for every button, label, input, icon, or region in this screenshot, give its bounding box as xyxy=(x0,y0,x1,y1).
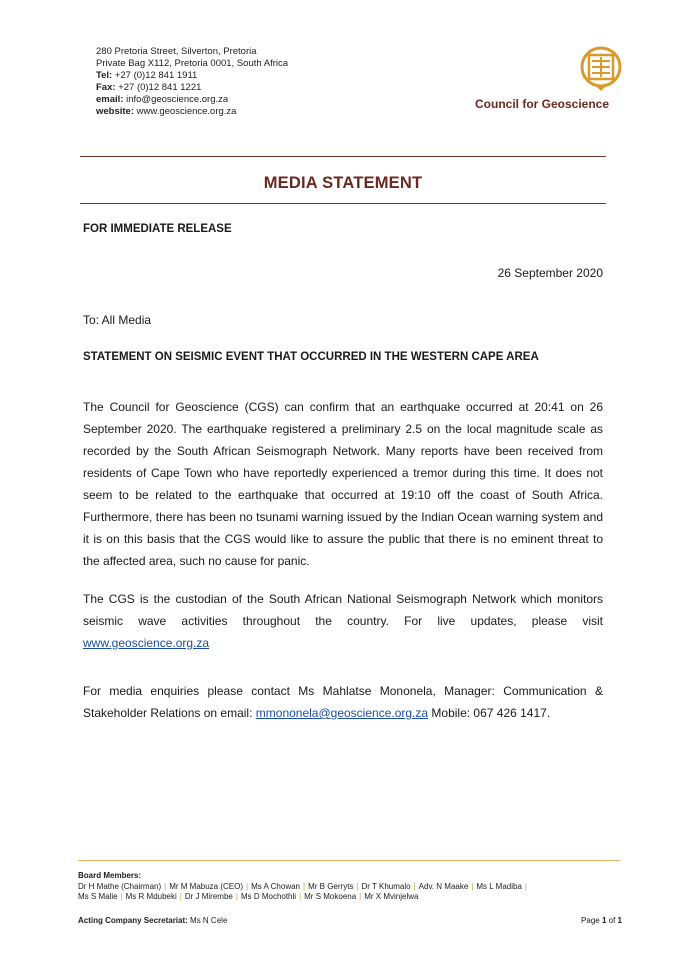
footer-divider xyxy=(78,860,620,861)
board-member: Ms D Mochothli xyxy=(240,892,297,901)
separator: | xyxy=(246,881,249,891)
board-member: Dr H Mathe (Chairman) xyxy=(78,881,162,891)
address-line-1: 280 Pretoria Street, Silverton, Pretoria xyxy=(96,46,257,57)
secretariat-label: Acting Company Secretariat: xyxy=(78,916,188,925)
separator: | xyxy=(120,892,123,901)
header-divider-top xyxy=(80,156,606,157)
page-number: Page 1 of 1 xyxy=(581,916,622,925)
secretariat-name: Ms N Cele xyxy=(190,916,228,925)
body-paragraph-3 xyxy=(83,680,603,724)
board-members-row-1 xyxy=(78,882,623,893)
release-label: FOR IMMEDIATE RELEASE xyxy=(83,223,232,235)
separator: | xyxy=(413,881,416,891)
board-member: Mr X Mvinjelwa xyxy=(364,892,419,901)
header-divider-bottom xyxy=(80,203,606,204)
fax-line: Fax: +27 (0)12 841 1221 xyxy=(96,82,202,93)
body-paragraph-2 xyxy=(83,588,603,654)
board-member: Mr B Gerryts xyxy=(308,881,354,891)
separator: | xyxy=(359,892,362,901)
recipient-line: To: All Media xyxy=(83,313,152,327)
paragraph-2-text: The CGS is the custodian of the South African National Seismograph Network which monitors seismic wave activities throughout the country. For live updates, please visit xyxy=(83,592,603,628)
separator: | xyxy=(303,881,306,891)
board-member: Adv. N Maake xyxy=(418,881,469,891)
board-members-row-2 xyxy=(78,892,623,903)
address-line-2: Private Bag X112, Pretoria 0001, South Africa xyxy=(96,58,289,69)
secretariat-line xyxy=(78,916,623,927)
separator: | xyxy=(235,892,238,901)
board-members xyxy=(78,871,623,903)
tel-line: Tel: +27 (0)12 841 1911 xyxy=(96,70,198,81)
board-member: Ms R Mdubeki xyxy=(125,892,177,901)
separator: | xyxy=(179,892,182,901)
separator: | xyxy=(524,881,527,891)
board-members-label: Board Members: xyxy=(78,871,142,880)
board-member: Ms L Madiba xyxy=(476,881,522,891)
board-member: Mr M Mabuza (CEO) xyxy=(169,881,244,891)
separator: | xyxy=(471,881,474,891)
statement-date: 26 September 2020 xyxy=(497,266,603,280)
body-paragraph-1: The Council for Geoscience (CGS) can confirm that an earthquake occurred at 20:41 on 26 September 2020. The earthquake registered a preliminary 2.5 on the local magnitude scale as recorded by the South African Seismograph Network. Many reports have been received from residents of Cape Town who have reportedly experienced a tremor during this time. It does not seem to be related to the earthquake that occurred at 19:10 off the coast of South Africa. Furthermore, there has been no tsunami warning issued by the Indian Ocean warning system and it is on this basis that the CGS would like to assure the public that there is no eminent threat to the affected area, such no cause for panic. xyxy=(83,400,603,568)
org-name: Council for Geoscience xyxy=(475,97,610,111)
separator: | xyxy=(164,881,167,891)
address-block xyxy=(96,46,288,118)
contact-mobile: Mobile: 067 426 1417. xyxy=(431,706,551,720)
contact-email-link[interactable]: mmononela@geoscience.org.za xyxy=(255,706,429,720)
board-member: Mr S Mokoena xyxy=(304,892,357,901)
website-line: website: www.geoscience.org.za xyxy=(96,106,237,117)
statement-subject: STATEMENT ON SEISMIC EVENT THAT OCCURRED IN THE WESTERN CAPE AREA xyxy=(83,351,539,363)
page-title: MEDIA STATEMENT xyxy=(263,174,423,192)
separator: | xyxy=(356,881,359,891)
board-member: Dr T Khumalo xyxy=(361,881,411,891)
board-member: Ms S Malie xyxy=(78,892,118,901)
separator: | xyxy=(299,892,302,901)
website-link[interactable]: www.geoscience.org.za xyxy=(83,636,210,650)
board-member: Dr J Mirembe xyxy=(184,892,233,901)
council-for-geoscience-logo-icon xyxy=(580,46,622,92)
board-member: Ms A Chowan xyxy=(251,881,301,891)
email-line: email: info@geoscience.org.za xyxy=(96,94,229,105)
paragraph-3-text: For media enquiries please contact Ms Mahlatse Mononela, Manager: Communication & Stakeholder Relations on email: xyxy=(83,684,603,720)
